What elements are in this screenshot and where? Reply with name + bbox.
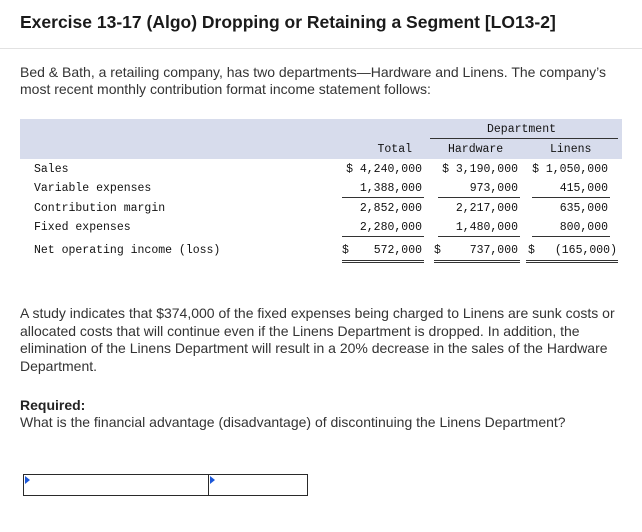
required-question: What is the financial advantage (disadvantage) of discontinuing the Linens Department? bbox=[20, 414, 566, 430]
sales-linens: $ 1,050,000 bbox=[532, 163, 608, 176]
double-underline-noi-total bbox=[342, 260, 424, 263]
underline-fixed-hardware bbox=[438, 236, 520, 237]
noi-hardware: 737,000 bbox=[469, 244, 518, 257]
underline-variable-total bbox=[342, 197, 424, 198]
study-paragraph: A study indicates that $374,000 of the fixed expenses being charged to Linens are sunk costs or allocated costs that will continue even if the Linens Department is dropped. In addition, the elimination of the Linens Department will result in a 20% decrease in the sales of the Hardware Department. bbox=[20, 305, 615, 374]
noi-total-currency: $ bbox=[342, 244, 349, 257]
income-statement-table bbox=[20, 119, 622, 266]
noi-hardware-currency: $ bbox=[434, 244, 441, 257]
answer-amount-input[interactable] bbox=[208, 474, 308, 496]
variable-expenses-total: 1,388,000 bbox=[359, 182, 422, 195]
contribution-margin-linens: 635,000 bbox=[559, 202, 608, 215]
col-header-linens: Linens bbox=[550, 143, 592, 156]
variable-expenses-hardware: 973,000 bbox=[469, 182, 518, 195]
department-underline bbox=[430, 138, 618, 139]
title-divider bbox=[0, 48, 642, 49]
col-header-hardware: Hardware bbox=[448, 143, 504, 156]
intro-text: Bed & Bath, a retailing company, has two departments—Hardware and Linens. The company’s most recent monthly contribution format income statement follows: bbox=[20, 64, 606, 97]
fixed-expenses-hardware: 1,480,000 bbox=[455, 221, 518, 234]
contribution-margin-total: 2,852,000 bbox=[359, 202, 422, 215]
underline-variable-hardware bbox=[438, 197, 520, 198]
underline-variable-linens bbox=[532, 197, 610, 198]
noi-linens-currency: $ bbox=[528, 244, 535, 257]
sales-hardware: $ 3,190,000 bbox=[442, 163, 518, 176]
underline-fixed-linens bbox=[532, 236, 610, 237]
fixed-expenses-total: 2,280,000 bbox=[359, 221, 422, 234]
row-label-fixed-expenses: Fixed expenses bbox=[34, 221, 131, 234]
required-heading: Required: bbox=[20, 397, 86, 413]
answer-row bbox=[23, 474, 308, 496]
input-marker-icon bbox=[25, 476, 30, 484]
contribution-margin-hardware: 2,217,000 bbox=[455, 202, 518, 215]
noi-linens: (165,000) bbox=[554, 244, 617, 257]
row-label-sales: Sales bbox=[34, 163, 69, 176]
sales-total: $ 4,240,000 bbox=[346, 163, 422, 176]
double-underline-noi-linens bbox=[526, 260, 618, 263]
row-label-net-operating-income: Net operating income (loss) bbox=[34, 244, 221, 257]
col-header-total: Total bbox=[377, 143, 412, 156]
variable-expenses-linens: 415,000 bbox=[559, 182, 608, 195]
row-label-variable-expenses: Variable expenses bbox=[34, 182, 152, 195]
department-header: Department bbox=[487, 123, 557, 136]
double-underline-noi-hardware bbox=[434, 260, 520, 263]
fixed-expenses-linens: 800,000 bbox=[559, 221, 608, 234]
input-marker-icon bbox=[210, 476, 215, 484]
row-label-contribution-margin: Contribution margin bbox=[34, 202, 166, 215]
noi-total: 572,000 bbox=[373, 244, 422, 257]
answer-label-input[interactable] bbox=[23, 474, 209, 496]
underline-fixed-total bbox=[342, 236, 424, 237]
exercise-title: Exercise 13-17 (Algo) Dropping or Retaining a Segment [LO13-2] bbox=[20, 12, 556, 32]
